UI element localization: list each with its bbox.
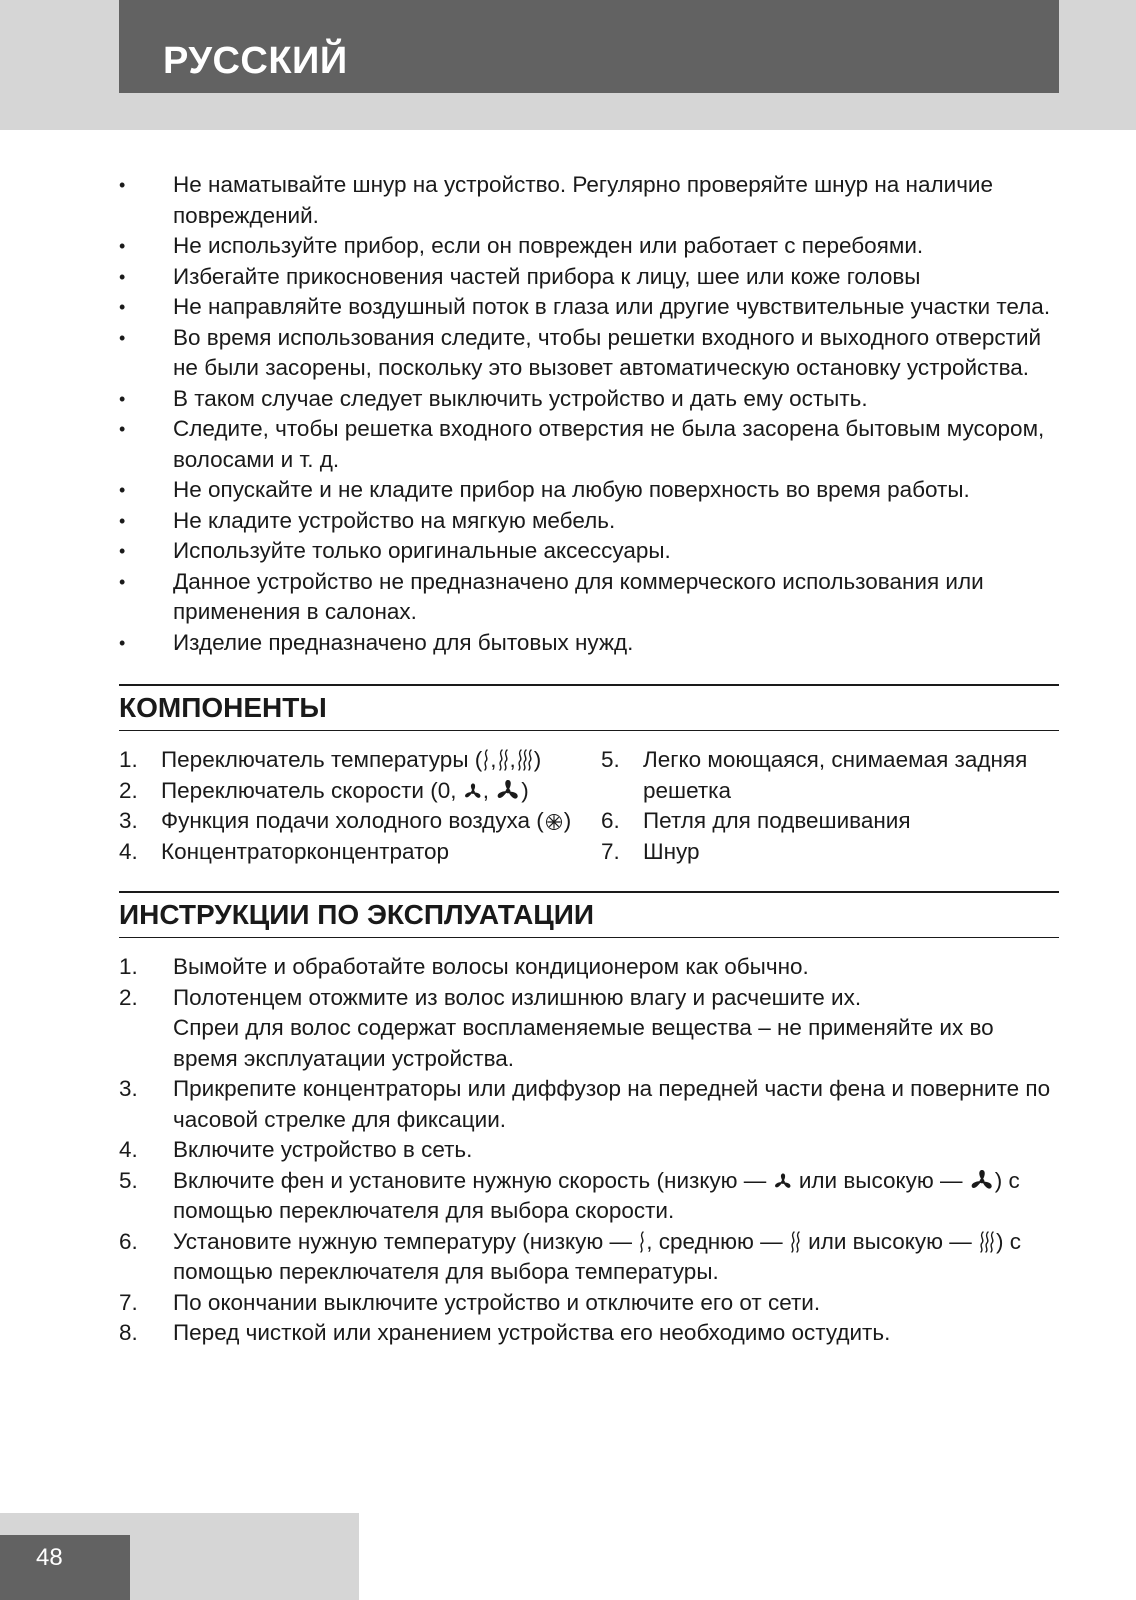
list-item: • В таком случае следует выключить устройство и дать ему остыть. [119,384,1059,415]
fan-high-icon [495,778,521,804]
instruction-step: 4. Включите устройство в сеть. [119,1137,473,1162]
fan-high-icon [969,1168,995,1194]
fan-low-icon [463,782,483,802]
list-item: • Не используйте прибор, если он поврежден или работает с перебоями. [119,231,1059,262]
heat-medium-icon [497,749,510,771]
snowflake-icon [544,812,564,832]
list-item: • Избегайте прикосновения частей прибора к лицу, шее или коже головы [119,262,1059,293]
page-number-box [0,1535,130,1600]
instruction-step: 7. По окончании выключите устройство и отключите его от сети. [119,1289,821,1315]
heat-low-icon [482,749,490,771]
component-item: 4. Концентраторконцентратор [119,838,450,864]
fan-low-icon [773,1172,793,1192]
component-item: 1. Переключатель температуры ( , , ) [119,747,542,772]
heat-high-icon [516,749,534,771]
component-item: 6. Петля для подвешивания [601,808,911,833]
components-column-left [119,745,601,867]
list-item: • Во время использования следите, чтобы решетки входного и выходного отверстий не были засорены, поскольку это вызовет автоматическую остановку устройства. [119,323,1059,384]
safety-bullet-list [119,170,1059,658]
instruction-step: 5. Включите фен и установите нужную скорость (низкую — или высокую — ) с помощью переключателя для выбора скорости. [119,1167,1020,1223]
list-item: • Не опускайте и не кладите прибор на любую поверхность во время работы. [119,475,1059,506]
instruction-step: 1. Вымойте и обработайте волосы кондиционером как обычно. [119,954,809,979]
components-heading: КОМПОНЕНТЫ [119,684,1059,731]
components-column-right [601,745,1059,867]
component-item: 7. Шнур [601,838,700,864]
component-item: 5. Легко моющаяся, снимаемая задняя решетка [601,747,1028,803]
instructions-heading: ИНСТРУКЦИИ ПО ЭКСПЛУАТАЦИИ [119,891,1059,938]
instruction-step: 3. Прикрепите концентраторы или диффузор на передней части фена и поверните по часовой стрелке для фиксации. [119,1076,1051,1132]
page-number: 48 [36,1544,63,1571]
list-item: • Не кладите устройство на мягкую мебель. [119,506,1059,537]
list-item: • Следите, чтобы решетка входного отверстия не была засорена бытовым мусором, волосами и т. д. [119,414,1059,475]
warning-note: Спреи для волос содержат воспламеняемые вещества – не применяйте их во время эксплуатации устройства. [173,1015,994,1071]
list-item: • Данное устройство не предназначено для коммерческого использования или применения в салонах. [119,567,1059,628]
page-content [119,170,1059,1349]
components-list [119,745,1059,867]
list-item: • Не наматывайте шнур на устройство. Регулярно проверяйте шнур на наличие повреждений. [119,170,1059,231]
instruction-step: 8. Перед чисткой или хранением устройства его необходимо остудить. [119,1320,891,1345]
list-item: • Не направляйте воздушный поток в глаза или другие чувствительные участки тела. [119,292,1059,323]
heat-medium-icon [789,1231,802,1253]
page-language-title: РУССКИЙ [163,40,348,82]
heat-high-icon [978,1231,996,1253]
list-item: • Используйте только оригинальные аксессуары. [119,536,1059,567]
instructions-list [119,952,1059,1349]
header-title-bar [119,0,1059,93]
list-item: • Изделие предназначено для бытовых нужд. [119,628,1059,659]
component-item: 2. Переключатель скорости (0, , ) [119,777,529,803]
component-item: 3. Функция подачи холодного воздуха ( ) [119,808,572,833]
instruction-step: 6. Установите нужную температуру (низкую — , среднюю — или высокую — ) с помощью переключателя для выбора температуры. [119,1228,1022,1284]
instruction-step: 2. Полотенцем отожмите из волос излишнюю влагу и расчешите их. Спреи для волос содержат воспламеняемые вещества – не применяйте их во время эксплуатации устройства. [119,984,994,1071]
